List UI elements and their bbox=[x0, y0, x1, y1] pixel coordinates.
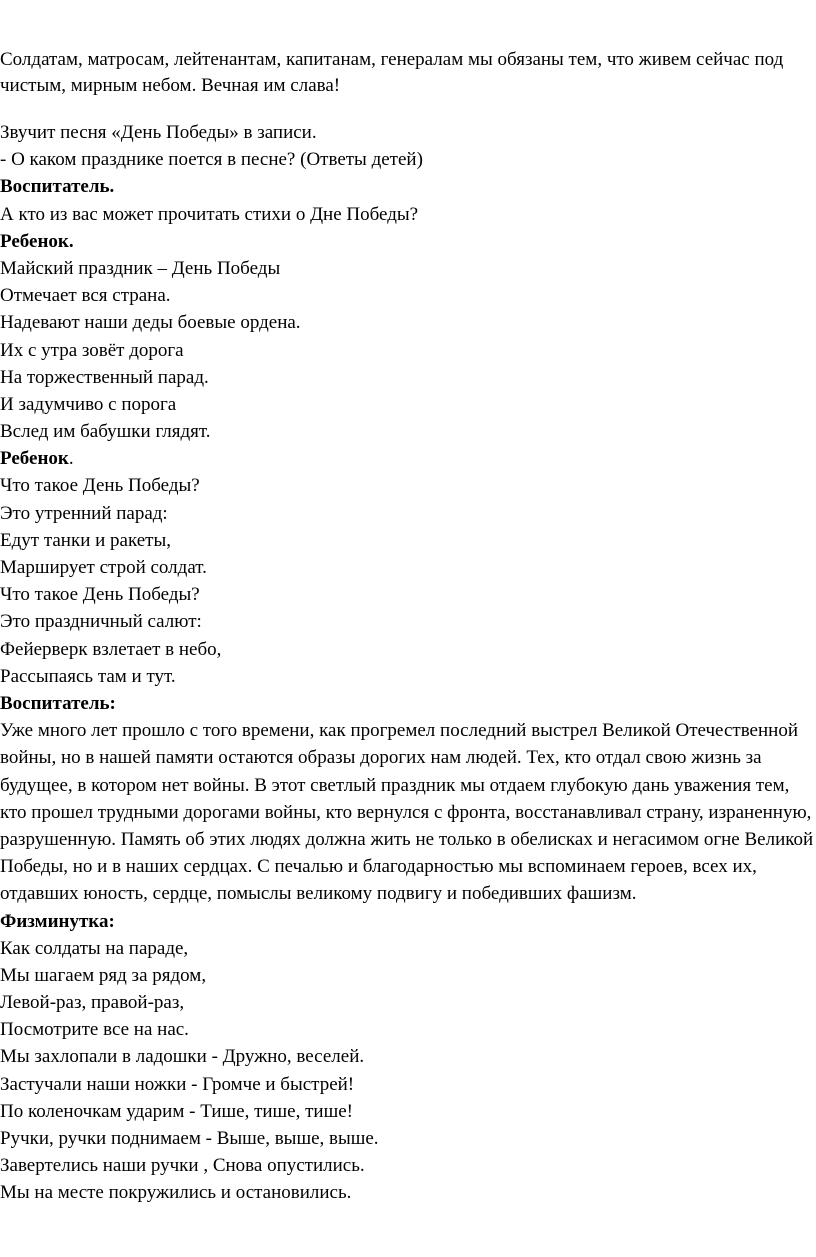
speaker-educator: Воспитатель. bbox=[0, 176, 115, 198]
verse-line: Посмотрите все на нас. bbox=[0, 1019, 189, 1041]
poem-line: Надевают наши деды боевые ордена. bbox=[0, 312, 301, 334]
poem-2 bbox=[0, 472, 816, 690]
poem-line: Это праздничный салют: bbox=[0, 611, 202, 633]
poem-line: Фейерверк взлетает в небо, bbox=[0, 638, 222, 660]
speaker-child-2-label: Ребенок bbox=[0, 448, 69, 470]
verse-line: Мы захлопали в ладошки - Дружно, веселей. bbox=[0, 1046, 365, 1068]
document-body bbox=[0, 119, 816, 1207]
intro-paragraph: Солдатам, матросам, лейтенантам, капитанам, генералам мы обязаны тем, что живем сейчас под чистым, мирным небом. Вечная им слава! bbox=[0, 49, 784, 96]
poem-line: Майский праздник – День Победы bbox=[0, 257, 281, 279]
poem-line: Марширует строй солдат. bbox=[0, 557, 207, 578]
speaker-child: Ребенок. bbox=[0, 230, 74, 252]
poem-line: Это утренний парад: bbox=[0, 502, 168, 524]
song-note: Звучит песня «День Победы» в записи. bbox=[0, 122, 317, 143]
verse-line: Мы на месте покружились и остановились. bbox=[0, 1182, 352, 1204]
speaker-child-2-punct: . bbox=[68, 448, 74, 470]
educator-paragraph: Уже много лет прошло с того времени, как прогремел последний выстрел Великой Отечественной войны, но в нашей памяти остаются образы дорогих нам людей. Тех, кто отдал свою жизнь за будущее, в котором нет войны. В этот светлый праздник мы отдаем глубокую дань уважения тем, кто прошел трудными дорогами войны, кто вернулся с фронта, восстанавливал страну, израненную, разрушенную. Память об этих людях должна жить не только в обелисках и негасимом огне Великой Победы, но и в наших сердцах. С печалью и благодарностью мы вспоминаем героев, всех их, отдавших юность, сердце, помыслы великому подвигу и победивших фашизм. bbox=[0, 720, 814, 905]
poem-line: Вслед им бабушки глядят. bbox=[0, 421, 211, 443]
poem-1 bbox=[0, 255, 816, 445]
poem-line: И задумчиво с порога bbox=[0, 393, 177, 415]
poem-line: Что такое День Победы? bbox=[0, 475, 200, 497]
poem-line: Что такое День Победы? bbox=[0, 584, 200, 606]
verse-line: Мы шагаем ряд за рядом, bbox=[0, 964, 207, 986]
section-heading-fizminutka: Физминутка: bbox=[0, 910, 115, 932]
speaker-child-2 bbox=[0, 445, 816, 472]
verse-line: Левой-раз, правой-раз, bbox=[0, 992, 185, 1014]
poem-line: Их с утра зовёт дорога bbox=[0, 339, 184, 361]
verse-line: Застучали наши ножки - Громче и быстрей! bbox=[0, 1073, 355, 1095]
question-line: - О каком празднике поется в песне? (Ответы детей) bbox=[0, 149, 423, 171]
verse-line: Завертелись наши ручки , Снова опустились. bbox=[0, 1155, 365, 1177]
fizminutka-verse bbox=[0, 935, 816, 1207]
speaker-educator-2: Воспитатель: bbox=[0, 692, 116, 714]
poem-line: Рассыпаясь там и тут. bbox=[0, 665, 176, 687]
educator-line: А кто из вас может прочитать стихи о Дне Победы? bbox=[0, 203, 419, 225]
poem-line: Едут танки и ракеты, bbox=[0, 529, 171, 551]
verse-line: Как солдаты на параде, bbox=[0, 937, 189, 959]
verse-line: По коленочкам ударим - Тише, тише, тише! bbox=[0, 1100, 353, 1122]
poem-line: Отмечает вся страна. bbox=[0, 285, 171, 307]
verse-line: Ручки, ручки поднимаем - Выше, выше, выше. bbox=[0, 1128, 379, 1150]
poem-line: На торжественный парад. bbox=[0, 366, 209, 388]
